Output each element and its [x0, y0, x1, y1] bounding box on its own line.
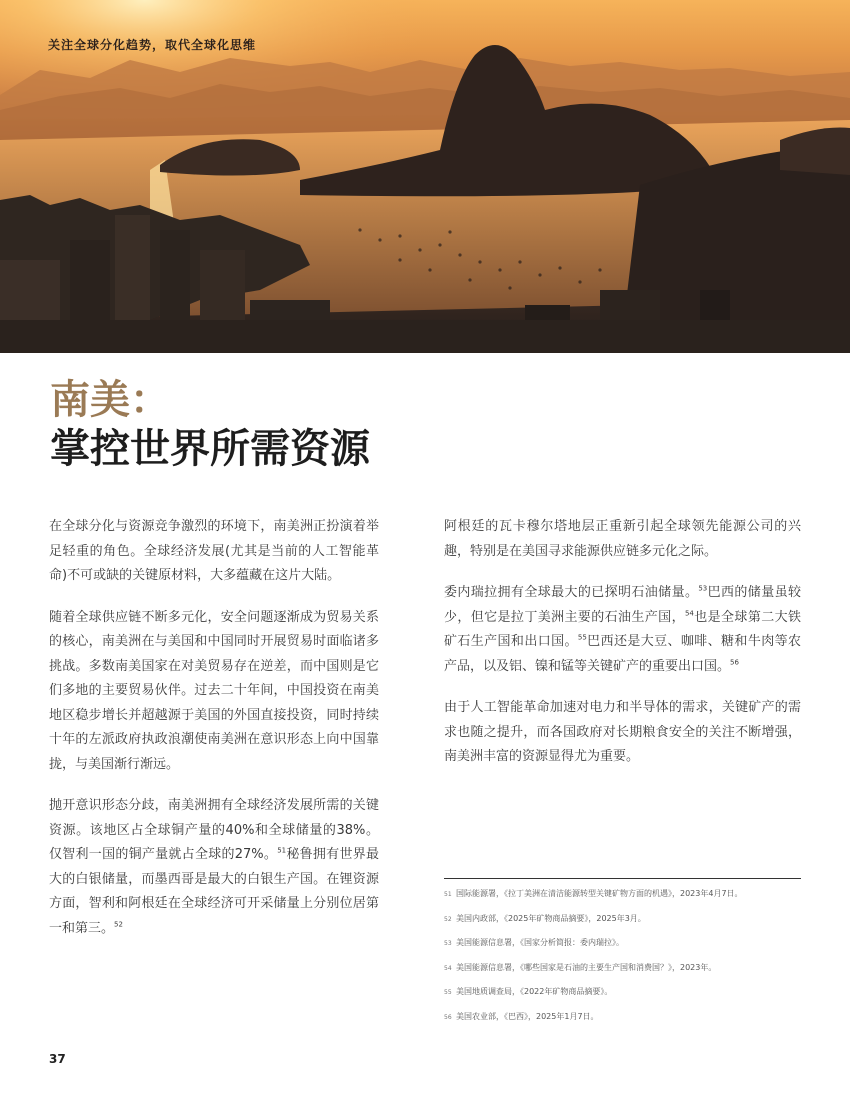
paragraph-text: 委内瑞拉拥有全球最大的已探明石油储量。 [444, 585, 699, 600]
footnote-item [444, 986, 804, 998]
footnote-item [444, 937, 804, 949]
footnote-number: 51 [444, 891, 452, 898]
footnote-text: 美国地质调查局，《2022年矿物商品摘要》。 [456, 987, 613, 996]
footnote-ref[interactable]: 51 [277, 846, 287, 855]
paragraph-text: 也是全球第二大铁矿石生产国和出口国。 [444, 609, 801, 649]
footnote-ref[interactable]: 55 [577, 633, 587, 642]
footnote-ref[interactable]: 54 [684, 609, 694, 618]
footnote-text: 美国农业部，《巴西》，2025年1月7日。 [456, 1011, 599, 1021]
footnote-ref[interactable]: 53 [698, 584, 708, 593]
footnote-text: 美国内政部，《2025年矿物商品摘要》，2025年3月。 [456, 913, 646, 923]
title-region: 南美： [50, 376, 170, 423]
paragraph [49, 794, 379, 941]
paragraph: 随着全球供应链不断多元化，安全问题逐渐成为贸易关系的核心，南美洲在与美国和中国同时开展贸易时面临诸多挑战。多数南美国家在对美贸易存在逆差，而中国则是它们多地的主要贸易伙伴。过去二十年间，中国投资在南美地区稳步增长并超越源于美国的外国直接投资，同时持续十年的左派政府执政浪潮使南美洲在意识形态上向中国靠拢，与美国渐行渐远。 [49, 609, 379, 772]
page-title [50, 376, 370, 474]
paragraph: 在全球分化与资源竞争激烈的环境下，南美洲正扮演着举足轻重的角色。全球经济发展(尤其是当前的人工智能革命)不可或缺的关键原材料，大多蕴藏在这片大陆。 [49, 519, 379, 583]
paragraph [444, 581, 801, 679]
section-kicker: 关注全球分化趋势，取代全球化思维 [48, 38, 257, 52]
left-column [49, 515, 379, 958]
title-headline: 掌控世界所需资源 [50, 425, 370, 472]
footnote-item [444, 1011, 804, 1023]
footnote-item [444, 913, 804, 925]
footnote-number: 52 [444, 915, 452, 923]
footnote-item [444, 962, 804, 974]
paragraph-text: 抛开意识形态分歧，南美洲拥有全球经济发展所需的关键资源。该地区占全球铜产量的40%和全球储量的38%。仅智利一国的铜产量就占全球的27%。 [49, 798, 379, 862]
footnote-number: 56 [444, 1013, 452, 1021]
right-column [444, 515, 801, 787]
paragraph: 由于人工智能革命加速对电力和半导体的需求，关键矿产的需求也随之提升，而各国政府对长期粮食安全的关注不断增强，南美洲丰富的资源显得尤为重要。 [444, 700, 801, 764]
footnote-text: 国际能源署，《拉丁美洲在清洁能源转型关键矿物方面的机遇》，2023年4月7日。 [456, 889, 743, 898]
footnote-item [444, 888, 804, 900]
footnote-text: 美国能源信息署，《哪些国家是石油的主要生产国和消费国？》，2023年。 [456, 962, 717, 972]
footnote-text: 美国能源信息署，《国家分析简报：委内瑞拉》。 [456, 938, 624, 947]
paragraph-text: 巴西还是大豆、咖啡、糖和牛肉等农产品，以及铝、镍和锰等关键矿产的重要出口国。 [444, 634, 801, 674]
footnote-number: 53 [444, 940, 452, 947]
hero-photo [0, 0, 850, 353]
footnote-divider [444, 878, 801, 879]
paragraph-text: 巴西的储量虽较少，但它是拉丁美洲主要的石油生产国， [444, 585, 801, 625]
footnote-ref[interactable]: 56 [730, 658, 739, 667]
footnote-number: 55 [444, 989, 452, 996]
footnote-number: 54 [444, 964, 452, 972]
footnotes [444, 888, 804, 1035]
page-number: 37 [49, 1052, 66, 1066]
paragraph-text: 秘鲁拥有世界最大的白银储量，而墨西哥是最大的白银生产国。在锂资源方面，智利和阿根廷在全球经济可开采储量上分别位居第一和第三。 [49, 847, 379, 936]
footnote-ref[interactable]: 52 [114, 920, 123, 929]
paragraph: 阿根廷的瓦卡穆尔塔地层正重新引起全球领先能源公司的兴趣，特别是在美国寻求能源供应链多元化之际。 [444, 519, 801, 559]
